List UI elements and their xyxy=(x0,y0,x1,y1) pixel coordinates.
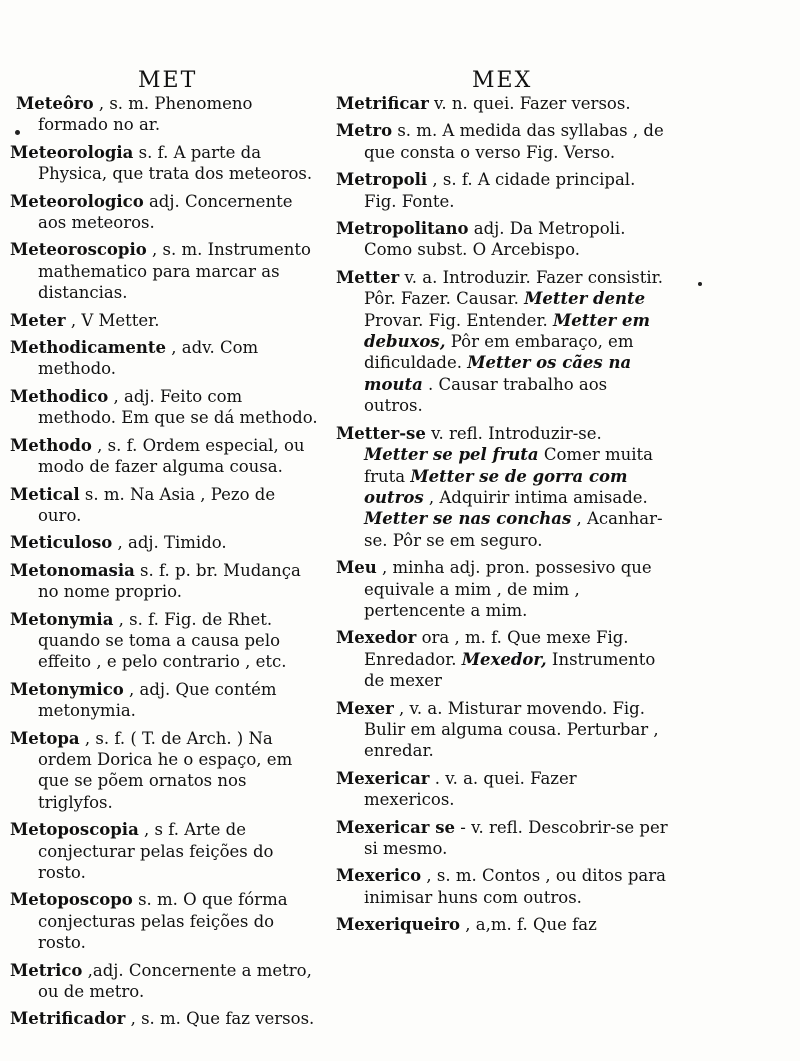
entry-headword: Metter-se xyxy=(336,423,426,443)
entry-headword: Methodo xyxy=(10,435,92,455)
entry-headword: Meter xyxy=(10,310,66,330)
entry-headword: Metoposcopo xyxy=(10,890,133,910)
entry-headword: Meteôro xyxy=(16,94,94,113)
entry-phrase: Metter dente xyxy=(524,289,646,309)
entry-definition: , s. m. Contos , ou ditos para inimisar huns com outros. xyxy=(364,866,666,907)
entry-headword: Metrificador xyxy=(10,1009,126,1029)
entry-headword: Metonymia xyxy=(10,609,114,629)
entry-headword: Metopa xyxy=(10,728,80,748)
entry-definition: ora , m. f. Que mexe Fig. Enredador. xyxy=(364,628,629,669)
entry-definition: - v. refl. Descobrir-se per si mesmo. xyxy=(364,817,668,858)
dictionary-entry xyxy=(10,532,322,553)
entry-headword: Meteoroscopio xyxy=(10,240,147,260)
right-header: MEX xyxy=(472,68,533,93)
dictionary-entry xyxy=(336,817,670,860)
dictionary-entry xyxy=(10,609,322,673)
entry-headword: Mexerico xyxy=(336,866,422,886)
entry-definition: , s. m. Phenomeno formado no ar. xyxy=(38,94,253,135)
dictionary-entry xyxy=(10,239,322,303)
entry-definition: , adj. Feito com methodo. Em que se dá methodo. xyxy=(38,386,318,428)
left-column xyxy=(10,93,322,1036)
entry-headword: Mexeriqueiro xyxy=(336,915,461,935)
dictionary-entry xyxy=(336,914,670,935)
ink-speck xyxy=(698,282,702,286)
entry-definition: , Acanhar-se. Pôr se em seguro. xyxy=(364,509,663,550)
dictionary-entry xyxy=(336,93,670,114)
entry-headword: Metrico xyxy=(10,960,83,980)
entry-definition: , v. a. Misturar movendo. Fig. Bulir em alguma cousa. Perturbar , enredar. xyxy=(364,698,659,761)
entry-definition: Comer muita fruta xyxy=(364,445,653,486)
dictionary-entry xyxy=(336,865,670,908)
entry-definition: v. refl. Introduzir-se. xyxy=(425,423,602,443)
entry-definition: , s. m. Instrumento mathematico para marcar as distancias. xyxy=(38,240,311,303)
entry-definition: , adv. Com methodo. xyxy=(38,338,259,379)
right-column xyxy=(336,93,670,942)
left-header: MET xyxy=(138,68,198,93)
entry-headword: Mexericar xyxy=(336,768,430,788)
dictionary-entry xyxy=(10,337,322,380)
entry-definition: . Causar trabalho aos outros. xyxy=(364,374,608,416)
entry-definition: Pôr em embaraço, em dificuldade. xyxy=(364,332,634,373)
dictionary-entry xyxy=(10,310,322,331)
entry-definition: , adj. Timido. xyxy=(112,533,227,553)
dictionary-entry xyxy=(336,423,670,551)
entry-definition: s. m. A medida das syllabas , de que consta o verso Fig. Verso. xyxy=(364,121,664,162)
entry-phrase: Metter se pel fruta xyxy=(364,445,539,465)
entry-definition: adj. Da Metropoli. Como subst. O Arcebispo. xyxy=(364,219,626,260)
dictionary-entry xyxy=(10,960,322,1003)
entry-definition: , Adquirir intima amisade. xyxy=(423,487,648,507)
entry-definition: s. f. A parte da Physica, que trata dos meteoros. xyxy=(38,142,313,184)
entry-definition: , s. f. Ordem especial, ou modo de fazer alguma cousa. xyxy=(38,435,305,477)
entry-phrase: Metter se nas conchas xyxy=(364,509,572,529)
dictionary-entry xyxy=(336,169,670,212)
entry-headword: Methodicamente xyxy=(10,338,167,358)
entry-definition: , V Metter. xyxy=(65,310,160,330)
entry-phrase: Metter em debuxos, xyxy=(364,310,650,352)
entry-definition: , s. m. Que faz versos. xyxy=(125,1009,315,1029)
entry-headword: Metropolitano xyxy=(336,219,469,239)
entry-headword: Metical xyxy=(10,484,80,504)
dictionary-entry xyxy=(336,768,670,811)
dictionary-entry xyxy=(336,557,670,621)
dictionary-entry xyxy=(10,679,322,722)
entry-definition: , adj. Que contém metonymia. xyxy=(38,679,277,721)
dictionary-entry xyxy=(336,627,670,691)
entry-headword: Metonymico xyxy=(10,679,124,699)
entry-definition: . v. a. quei. Fazer mexericos. xyxy=(364,768,577,810)
dictionary-entry xyxy=(10,484,322,527)
dictionary-entry xyxy=(10,386,322,429)
entry-definition: , minha adj. pron. possesivo que equivale a mim , de mim , pertencente a mim. xyxy=(364,558,652,620)
dictionary-entry xyxy=(336,267,670,417)
entry-definition: s. f. p. br. Mudança no nome proprio. xyxy=(38,560,301,602)
entry-definition: v. a. Introduzir. Fazer consistir. Pôr. Fazer. Causar. xyxy=(364,267,663,309)
entry-phrase: Metter os cães na mouta xyxy=(364,353,632,394)
entry-headword: Meticuloso xyxy=(10,533,113,553)
entry-definition: , s. f. Fig. de Rhet. quando se toma a causa pelo effeito , e pelo contrario , etc. xyxy=(38,609,287,672)
entry-definition: s. m. O que fórma conjecturas pelas feições do rosto. xyxy=(38,890,288,953)
entry-headword: Meteorologico xyxy=(10,191,144,211)
entry-headword: Metro xyxy=(336,121,393,141)
entry-headword: Mexericar se xyxy=(336,817,456,837)
entry-definition: s. m. Na Asia , Pezo de ouro. xyxy=(38,484,276,525)
entry-definition: adj. Concernente aos meteoros. xyxy=(38,191,293,233)
entry-phrase: Metter se de gorra com outros xyxy=(364,466,628,507)
dictionary-entry xyxy=(336,218,670,261)
dictionary-entry xyxy=(336,120,670,163)
entry-definition: , s. f. A cidade principal. Fig. Fonte. xyxy=(364,170,636,211)
dictionary-entry xyxy=(10,142,322,185)
dictionary-entry xyxy=(10,93,322,136)
dictionary-entry xyxy=(336,698,670,762)
entry-headword: Metoposcopia xyxy=(10,820,139,840)
entry-definition: , s f. Arte de conjecturar pelas feições do rosto. xyxy=(38,820,274,882)
dictionary-entry xyxy=(10,889,322,953)
entry-definition: , s. f. ( T. de Arch. ) Na ordem Dorica he o espaço, em que se põem ornatos nos triglyfos. xyxy=(38,728,293,812)
entry-headword: Metter xyxy=(336,267,400,287)
entry-phrase: Mexedor, xyxy=(461,649,547,669)
entry-headword: Metrificar xyxy=(336,94,429,113)
entry-definition: v. n. quei. Fazer versos. xyxy=(428,94,631,113)
dictionary-entry xyxy=(10,560,322,603)
dictionary-entry xyxy=(10,435,322,478)
entry-definition: Provar. Fig. Entender. xyxy=(364,310,554,330)
dictionary-entry xyxy=(10,1008,322,1029)
dictionary-entry xyxy=(10,728,322,814)
entry-headword: Meteorologia xyxy=(10,142,134,162)
entry-definition: , a,m. f. Que faz xyxy=(460,915,597,935)
entry-definition: ,adj. Concernente a metro, ou de metro. xyxy=(38,960,312,1002)
entry-headword: Mexer xyxy=(336,698,394,718)
dictionary-entry xyxy=(10,819,322,883)
entry-headword: Metonomasia xyxy=(10,560,135,580)
entry-headword: Methodico xyxy=(10,386,109,406)
entry-headword: Mexedor xyxy=(336,628,417,648)
entry-headword: Metropoli xyxy=(336,170,428,190)
dictionary-entry xyxy=(10,191,322,234)
entry-definition: Instrumento de mexer xyxy=(364,649,656,691)
entry-headword: Meu xyxy=(336,558,377,578)
